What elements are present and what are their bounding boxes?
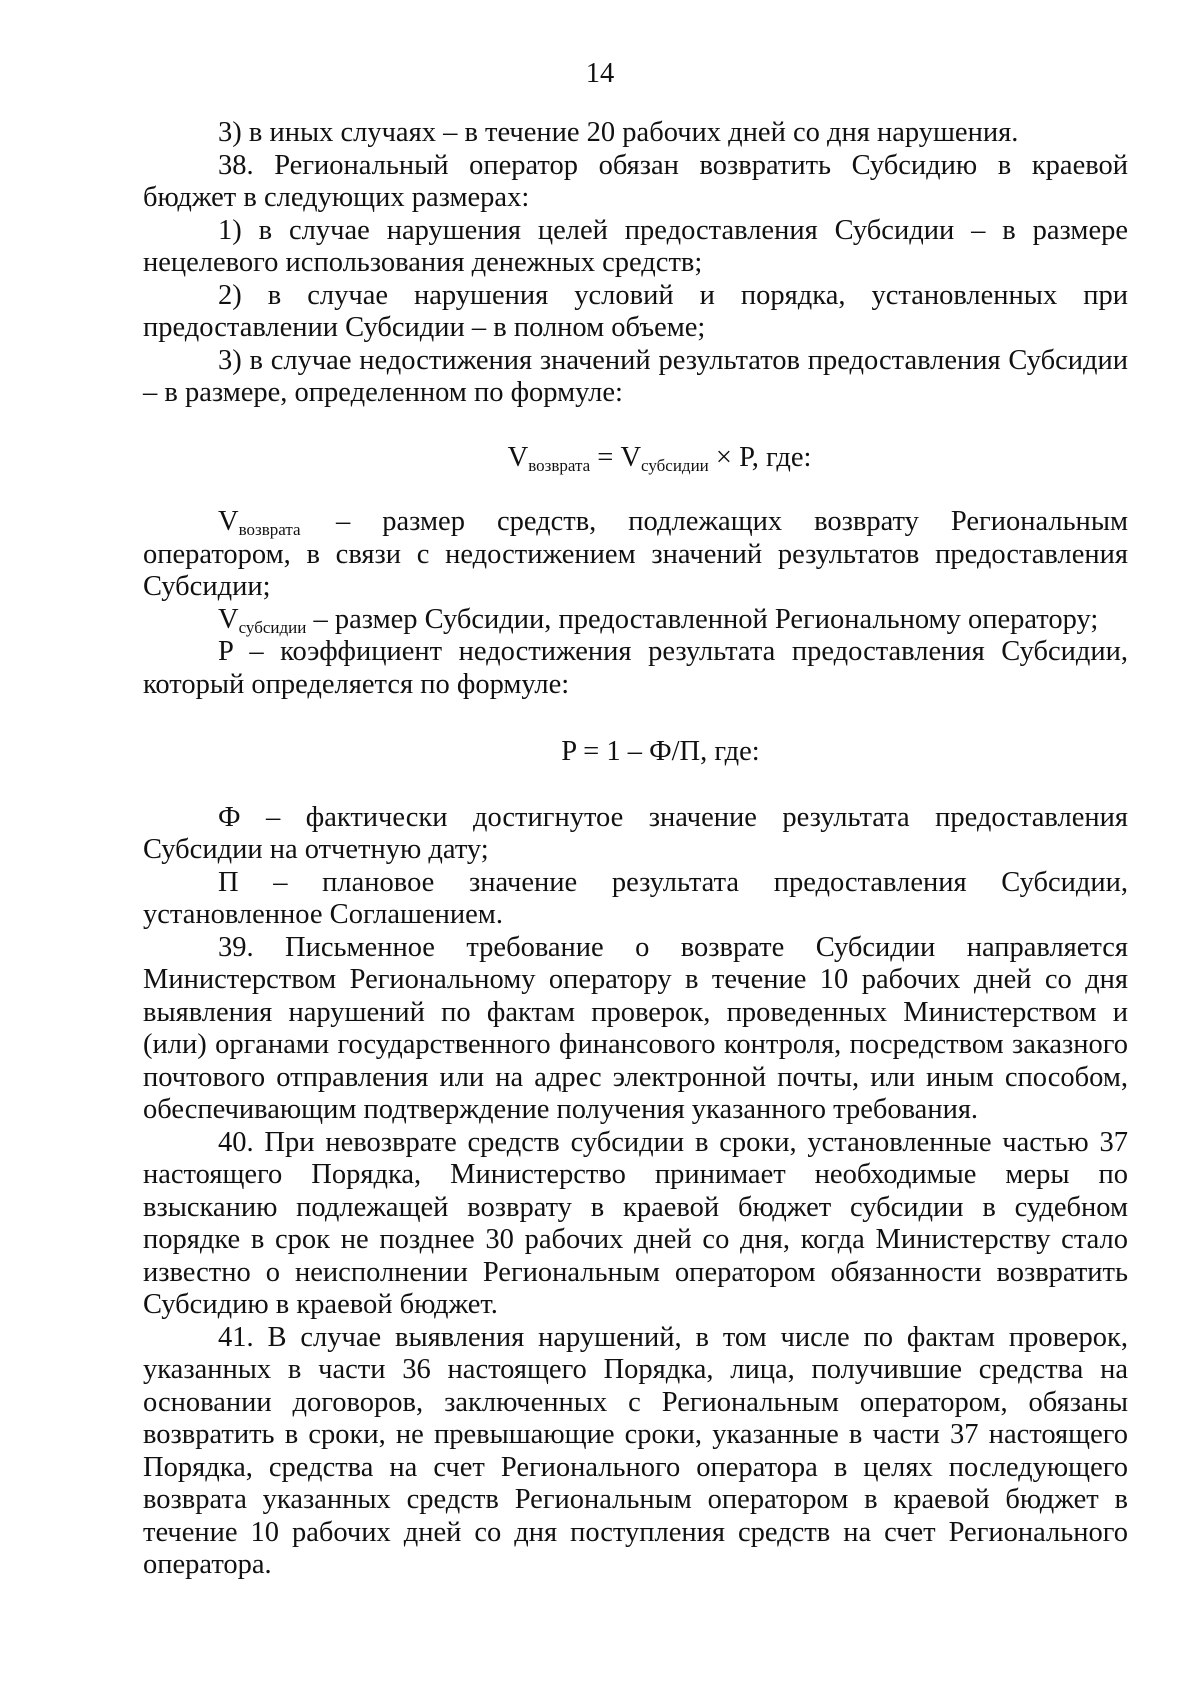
definition-v-subsidy-sub: субсидии	[238, 617, 307, 637]
definition-p-planned: П – плановое значение результата предоставления Субсидии, установленное Соглашением.	[143, 866, 1128, 930]
paragraph-38-item-3: 3) в случае недостижения значений результатов предоставления Субсидии – в размере, определенном по формуле:	[143, 344, 1128, 408]
formula-sub-return: возврата	[528, 455, 591, 475]
formula-middle: = V	[590, 441, 642, 473]
coefficient-formula: P = 1 – Ф/П, где:	[561, 736, 760, 767]
formula-v-symbol: V	[507, 441, 529, 473]
paragraph-39: 39. Письменное требование о возврате Субсидии направляется Министерством Региональному оператору в течение 10 рабочих дней со дня выявления нарушений по фактам проверок, проведенных Министерством и (или) органами государственного финансового контроля, посредством заказного почтового отправления или на адрес электронной почты, или иным способом, обеспечивающим подтверждение получения указанного требования.	[143, 931, 1128, 1125]
paragraph-38-item-1: 1) в случае нарушения целей предоставления Субсидии – в размере нецелевого использования денежных средств;	[143, 214, 1128, 278]
return-amount-formula	[143, 442, 1128, 475]
paragraph-41: 41. В случае выявления нарушений, в том числе по фактам проверок, указанных в части 36 настоящего Порядка, лица, получившие средства на основании договоров, заключенных с Региональным оператором, обязаны возвратить в сроки, не превышающие сроки, указанные в части 37 настоящего Порядка, средства на счет Регионального оператора в целях последующего возврата указанных средств Региональным оператором в краевой бюджет в течение 10 рабочих дней со дня поступления средств на счет Регионального оператора.	[143, 1321, 1128, 1580]
definition-v-return-symbol	[218, 506, 336, 539]
page-number: 14	[585, 58, 615, 89]
definition-f-actual: Ф – фактически достигнутое значение результата предоставления Субсидии на отчетную дату;	[143, 801, 1128, 865]
formula-sub-subsidy: субсидии	[641, 455, 709, 475]
paragraph-38-item-2: 2) в случае нарушения условий и порядка, установленных при предоставлении Субсидии – в полном объеме;	[143, 279, 1128, 343]
definition-v-subsidy	[143, 604, 1128, 637]
document-body	[143, 117, 1128, 1582]
formula-tail: × P, где:	[708, 441, 812, 473]
paragraph-40: 40. При невозврате средств субсидии в сроки, установленные частью 37 настоящего Порядка, Министерство принимает необходимые меры по взысканию подлежащей возврату в краевой бюджет субсидии в судебном порядке в срок не позднее 30 рабочих дней со дня, когда Министерству стало известно о неисполнении Региональным оператором обязанности возвратить Субсидию в краевой бюджет.	[143, 1126, 1128, 1320]
paragraph-38: 38. Региональный оператор обязан возвратить Субсидию в краевой бюджет в следующих размерах:	[143, 149, 1128, 213]
definition-v-return-sub: возврата	[238, 520, 301, 539]
paragraph-37-item-3: 3) в иных случаях – в течение 20 рабочих дней со дня нарушения.	[218, 117, 1019, 148]
definition-p-coefficient: P – коэффициент недостижения результата предоставления Субсидии, который определяется по формуле:	[143, 636, 1128, 700]
definition-v-return-letter: V	[218, 506, 239, 537]
definition-v-subsidy-text: – размер Субсидии, предоставленной Региональному оператору;	[306, 603, 1099, 635]
definition-v-subsidy-letter: V	[218, 603, 239, 635]
definition-v-return	[143, 506, 1128, 604]
definition-v-return-text: – размер средств, подлежащих возврату Региональным оператором, в связи с недостижением значений результатов предоставления Субсидии;	[143, 506, 1128, 602]
